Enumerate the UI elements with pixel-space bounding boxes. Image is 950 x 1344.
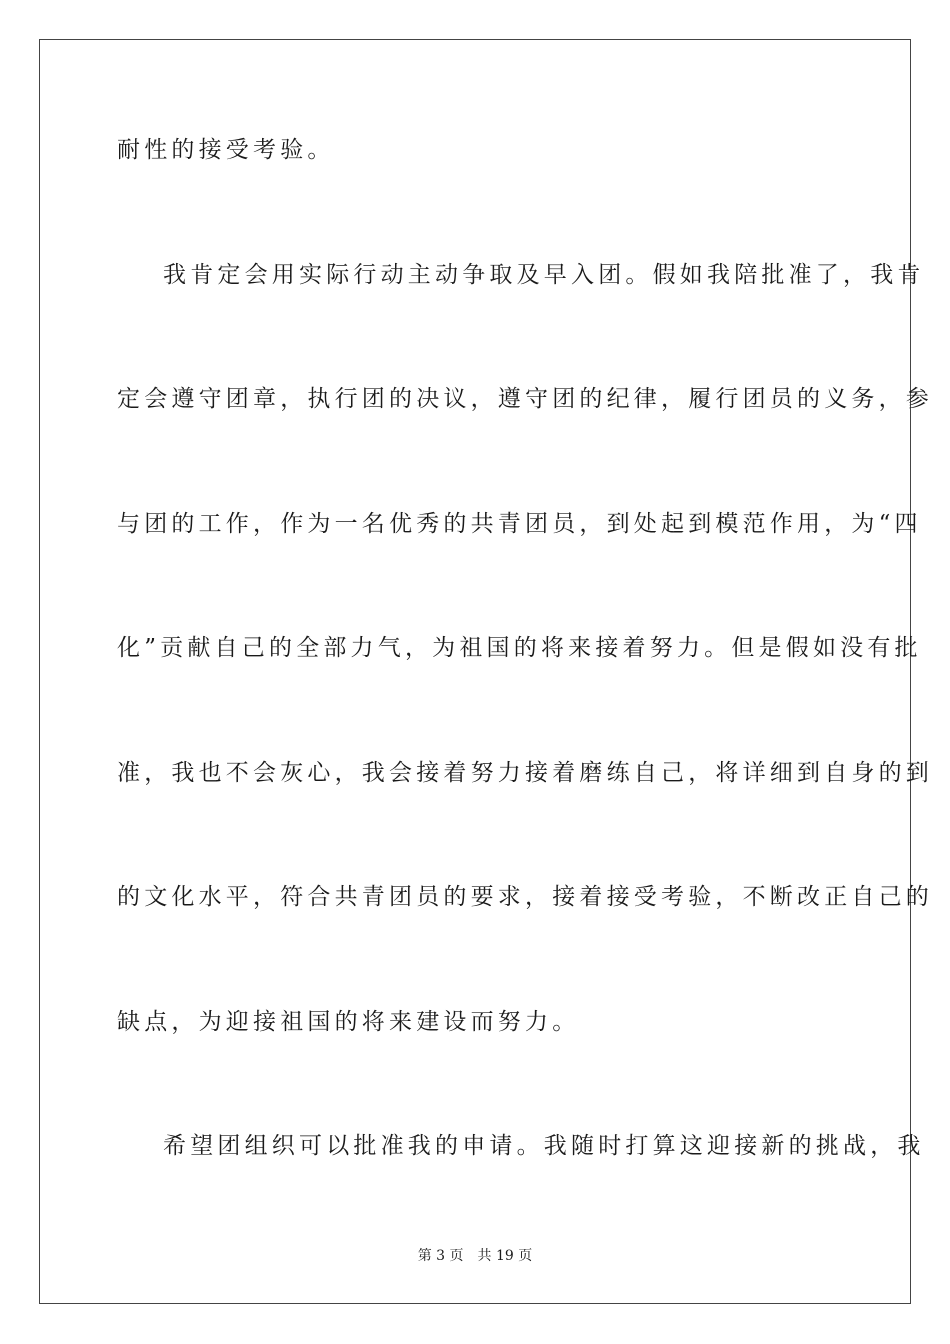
page-number: 第 3 页 (417, 1248, 464, 1264)
text-line: 耐性的接受考验。 (117, 137, 335, 163)
text-line: 的文化水平，符合共青团员的要求，接着接受考验，不断改正自己的 (117, 884, 933, 910)
text-line: 希望团组织可以批准我的申请。我随时打算这迎接新的挑战，我 (163, 1133, 925, 1159)
page-footer (0, 1247, 950, 1265)
page-total: 共 19 页 (477, 1248, 533, 1264)
page-border (39, 39, 933, 1304)
text-line: 缺点，为迎接祖国的将来建设而努力。 (117, 1009, 580, 1035)
text-line: 与团的工作，作为一名优秀的共青团员，到处起到模范作用，为“四 (117, 511, 922, 537)
text-line: 化”贡献自己的全部力气，为祖国的将来接着努力。但是假如没有批 (117, 635, 922, 661)
text-line: 准，我也不会灰心，我会接着努力接着磨练自己，将详细到自身的到 (117, 760, 933, 786)
text-line: 我肯定会用实际行动主动争取及早入团。假如我陪批准了，我肯 (163, 262, 925, 288)
text-line: 定会遵守团章，执行团的决议，遵守团的纪律，履行团员的义务，参 (117, 386, 933, 412)
